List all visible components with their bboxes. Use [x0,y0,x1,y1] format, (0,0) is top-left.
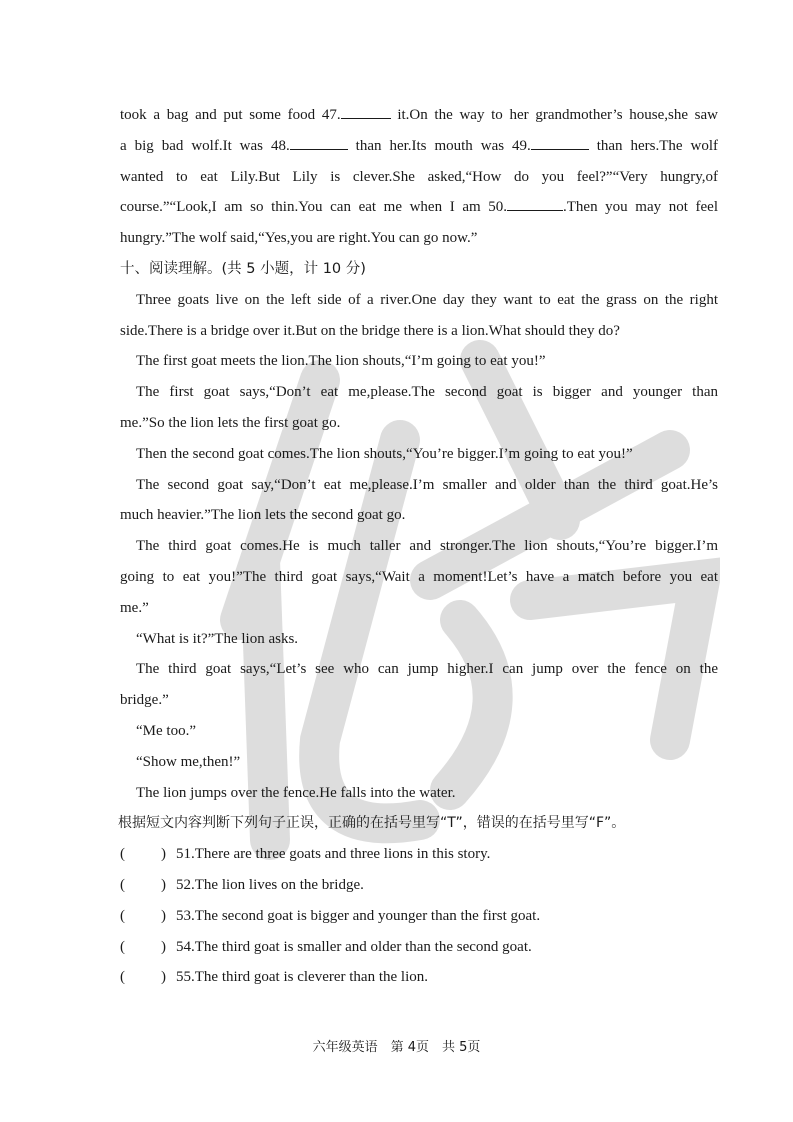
answer-parentheses[interactable]: ( ) [120,876,166,893]
question-text: 54.The third goat is smaller and older than the second goat. [176,938,532,955]
story-line: me.”So the lion lets the first goat go. [120,414,341,431]
story-line: “Me too.” [136,722,196,739]
story-line: me.” [120,599,149,616]
question-text: 52.The lion lives on the bridge. [176,876,364,893]
story-line: The third goat says,“Let’s see who can jump higher.I can jump over the fence on the [136,661,718,678]
passage-line-1: took a bag and put some food 47. it.On the way to her grandmother’s house,she saw [120,100,718,131]
story-line: The first goat meets the lion.The lion shouts,“I’m going to eat you!” [136,353,546,370]
story-line: Then the second goat comes.The lion shouts,“You’re bigger.I’m going to eat you!” [136,445,633,462]
question-item [120,901,718,932]
question-item [120,962,718,993]
question-item [120,870,718,901]
blank-47[interactable] [341,104,391,119]
section-heading: 十、阅读理解。(共 5 小题，计 10 分) [120,260,366,277]
blank-49[interactable] [531,135,589,150]
story-line: The second goat say,“Don’t eat me,please.I’m smaller and older than the third goat.He’s [136,476,718,493]
answer-parentheses[interactable]: ( ) [120,907,166,924]
answer-parentheses[interactable]: ( ) [120,846,166,863]
passage-line-2: a big bad wolf.It was 48. than her.Its mouth was 49. than hers.The wolf [120,131,718,162]
blank-50[interactable] [507,196,563,211]
question-text: 51.There are three goats and three lions in this story. [176,846,491,863]
question-item [120,839,718,870]
passage-line-5: hungry.”The wolf said,“Yes,you are right.You can go now.” [120,230,478,247]
story-line: The third goat comes.He is much taller and stronger.The lion shouts,“You’re bigger.I’m [136,538,718,555]
answer-parentheses[interactable]: ( ) [120,969,166,986]
story-line: “Show me,then!” [136,753,241,770]
question-text: 55.The third goat is cleverer than the lion. [176,969,429,986]
story-line: going to eat you!”The third goat says,“Wait a moment!Let’s have a match before you eat [120,568,718,585]
story-line: The lion jumps over the fence.He falls into the water. [136,784,456,801]
story-line: much heavier.”The lion lets the second goat go. [120,507,406,524]
question-text: 53.The second goat is bigger and younger than the first goat. [176,907,541,924]
question-item [120,932,718,963]
passage-line-4: course.”“Look,I am so thin.You can eat me when I am 50. .Then you may not feel [120,192,718,223]
answer-parentheses[interactable]: ( ) [120,938,166,955]
passage-line-3: wanted to eat Lily.But Lily is clever.She asked,“How do you feel?”“Very hungry,of [120,168,718,185]
story-line: bridge.” [120,692,169,709]
page-footer: 六年级英语 第 4页 共 5页 [312,1040,481,1055]
story-line: side.There is a bridge over it.But on the bridge there is a lion.What should they do? [120,322,620,339]
story-line: Three goats live on the left side of a river.One day they want to eat the grass on the right [136,291,718,308]
blank-48[interactable] [290,135,348,150]
story-line: “What is it?”The lion asks. [136,630,299,647]
story-line: The first goat says,“Don’t eat me,please.The second goat is bigger and younger than [136,384,718,401]
question-instruction: 根据短文内容判断下列句子正误，正确的在括号里写“T”，错误的在括号里写“F”。 [118,815,626,832]
page-content [120,100,718,993]
